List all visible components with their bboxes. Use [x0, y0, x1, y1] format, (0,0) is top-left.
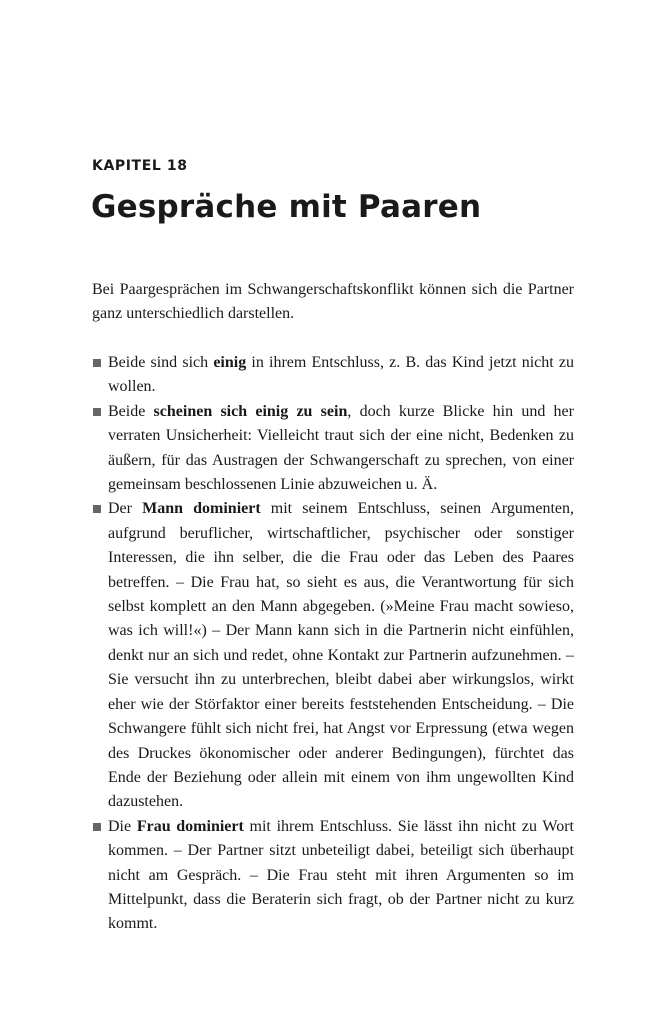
square-bullet-icon [93, 823, 101, 831]
item-text: Beide sind sich [108, 354, 214, 371]
item-text: Der [108, 500, 143, 518]
item-text: in ihrem Entschluss, z. B. das Kind jetzt nicht zu wollen. [108, 354, 575, 396]
chapter-label: KAPITEL 18 [92, 158, 188, 174]
item-text: mit ihrem Entschluss. Sie lässt ihn nicht zu Wort kommen. – Der Partner sitzt unbeteiligt dabei, beteiligt sich überhaupt nicht am Gespräch. – Die Frau steht mit ihren Argumenten so im Mittelpunkt, dass die Beraterin sich fragt, ob der Partner nicht zu kurz kommt. [108, 817, 574, 933]
square-bullet-icon [93, 408, 101, 416]
bullet-list [92, 351, 574, 937]
list-item [92, 351, 574, 400]
item-text: Die [108, 817, 137, 835]
list-item [92, 400, 574, 498]
intro-paragraph: Bei Paargesprächen im Schwangerschaftskonflikt können sich die Partner ganz unterschiedlich darstellen. [92, 281, 574, 323]
list-item [92, 815, 574, 937]
item-emphasis: Mann dominiert [142, 500, 261, 518]
item-text: , doch kurze Blicke hin und her verraten Unsicherheit: Vielleicht traut sich der eine nicht, Bedenken zu äußern, für das Austragen der Schwangerschaft zu sprechen, von einer gemeinsam beschlossenen Linie abzuweichen u. Ä. [108, 402, 574, 494]
chapter-title: Gespräche mit Paaren [91, 189, 482, 225]
item-emphasis: einig [213, 354, 247, 371]
square-bullet-icon [93, 359, 101, 367]
item-text: mit seinem Entschluss, seinen Argumenten, aufgrund beruflicher, wirtschaftlicher, psychischer oder sonstiger Interessen, die ihn selber, die die Frau oder das Leben des Paares betreffen. – Die Frau hat, so sieht es aus, die Verantwortung für sich selbst komplett an den Mann abgegeben. (»Meine Frau macht sowieso, was ich will!«) – Der Mann kann sich in die Partnerin nicht einfühlen, denkt nur an sich und redet, ohne Kontakt zur Partnerin aufzunehmen. – Sie versucht ihn zu unterbrechen, bleibt dabei aber wirkungslos, wirkt eher wie der Störfaktor einer bereits feststehenden Entscheidung. – Die Schwangere fühlt sich nicht frei, hat Angst vor Erpressung (etwa wegen des Druckes ökonomischer oder anderer Bedingungen), fürchtet das Ende der Beziehung oder allein mit einem von ihm ungewollten Kind dazustehen. [108, 500, 575, 811]
item-text: Beide [108, 402, 154, 420]
list-item [92, 497, 574, 814]
square-bullet-icon [93, 505, 101, 513]
item-emphasis: Frau dominiert [136, 817, 244, 835]
item-emphasis: scheinen sich einig zu sein [153, 402, 348, 420]
